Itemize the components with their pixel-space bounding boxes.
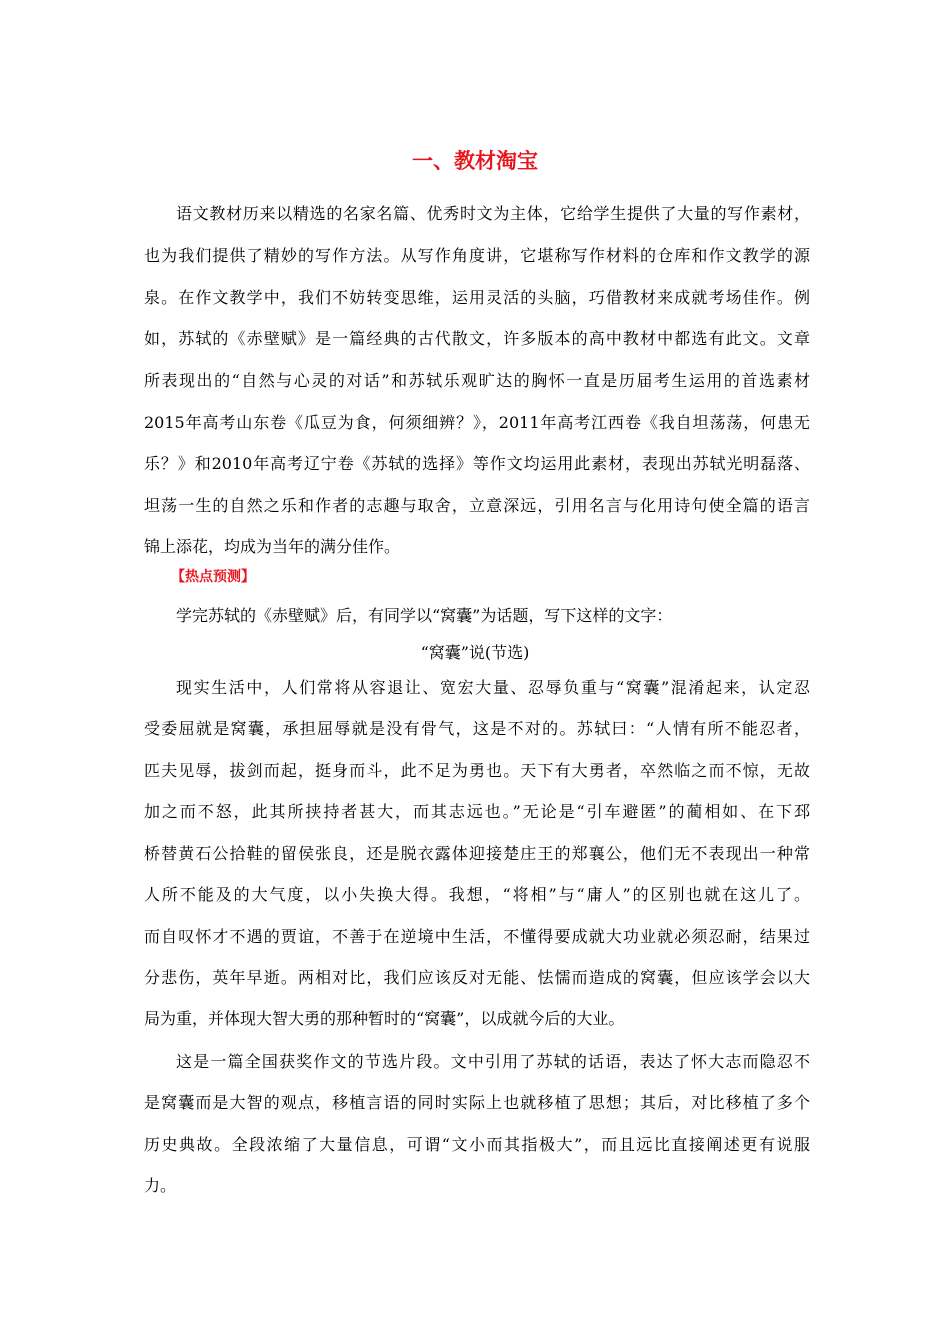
- para2-line-4: 加之而不怒，此其所挟持者甚大，而其志远也。”无论是“引车避匿”的蔺相如、在下邳: [144, 802, 810, 821]
- para1-line-2: 也为我们提供了精妙的写作方法。从写作角度讲，它堪称写作材料的仓库和作文教学的源: [144, 246, 810, 265]
- para2-line-5: 桥替黄石公拾鞋的留侯张良，还是脱衣露体迎接楚庄王的郑襄公，他们无不表现出一种常: [144, 844, 810, 863]
- para2-line-8: 分悲伤，英年早逝。两相对比，我们应该反对无能、怯懦而造成的窝囊，但应该学会以大: [144, 968, 810, 987]
- para1-line-6: 2015年高考山东卷《瓜豆为食，何须细辨？》，2011年高考江西卷《我自坦荡荡，何患无: [144, 413, 810, 432]
- para1-line-8: 坦荡一生的自然之乐和作者的志趣与取舍，立意深远，引用名言与化用诗句使全篇的语言: [144, 496, 810, 515]
- para3-line-1: 这是一篇全国获奖作文的节选片段。文中引用了苏轼的话语，表达了怀大志而隐忍不: [176, 1052, 810, 1071]
- para3-line-2: 是窝囊而是大智的观点，移植言语的同时实际上也就移植了思想；其后，对比移植了多个: [144, 1093, 810, 1112]
- para2-line-9: 局为重，并体现大智大勇的那种暂时的“窝囊”，以成就今后的大业。: [144, 1009, 625, 1028]
- section-title: 一、教材淘宝: [412, 149, 538, 173]
- para2-line-3: 匹夫见辱，拔剑而起，挺身而斗，此不足为勇也。天下有大勇者，卒然临之而不惊，无故: [144, 761, 810, 780]
- para1-line-4: 如，苏轼的《赤壁赋》是一篇经典的古代散文，许多版本的高中教材中都选有此文。文章: [144, 329, 810, 348]
- para2-line-7: 而自叹怀才不遇的贾谊，不善于在逆境中生活，不懂得要成就大功业就必须忍耐，结果过: [144, 927, 810, 946]
- hot-prediction-label: 【热点预测】: [171, 569, 255, 585]
- excerpt-title: “窝囊”说(节选): [420, 643, 530, 662]
- para2-line-2: 受委屈就是窝囊，承担屈辱就是没有骨气，这是不对的。苏轼曰：“人情有所不能忍者，: [144, 719, 810, 738]
- para1-line-5: 所表现出的“自然与心灵的对话”和苏轼乐观旷达的胸怀一直是历届考生运用的首选素材: [144, 371, 810, 390]
- para1-line-9: 锦上添花，均成为当年的满分佳作。: [144, 537, 401, 556]
- para2-line-1: 现实生活中，人们常将从容退让、宽宏大量、忍辱负重与“窝囊”混淆起来，认定忍: [176, 678, 810, 697]
- intro-line: 学完苏轼的《赤壁赋》后，有同学以“窝囊”为话题，写下这样的文字：: [176, 606, 673, 625]
- para3-line-3: 历史典故。全段浓缩了大量信息，可谓“文小而其指极大”，而且远比直接阐述更有说服: [144, 1135, 810, 1154]
- para3-line-4: 力。: [144, 1176, 177, 1195]
- para1-line-1: 语文教材历来以精选的名家名篇、优秀时文为主体，它给学生提供了大量的写作素材，: [176, 204, 810, 223]
- para1-line-3: 泉。在作文教学中，我们不妨转变思维，运用灵活的头脑，巧借教材来成就考场佳作。例: [144, 288, 810, 307]
- para2-line-6: 人所不能及的大气度，以小失换大得。我想，“将相”与“庸人”的区别也就在这儿了。: [144, 885, 810, 904]
- para1-line-7: 乐？》和2010年高考辽宁卷《苏轼的选择》等作文均运用此素材，表现出苏轼光明磊落、: [144, 454, 810, 473]
